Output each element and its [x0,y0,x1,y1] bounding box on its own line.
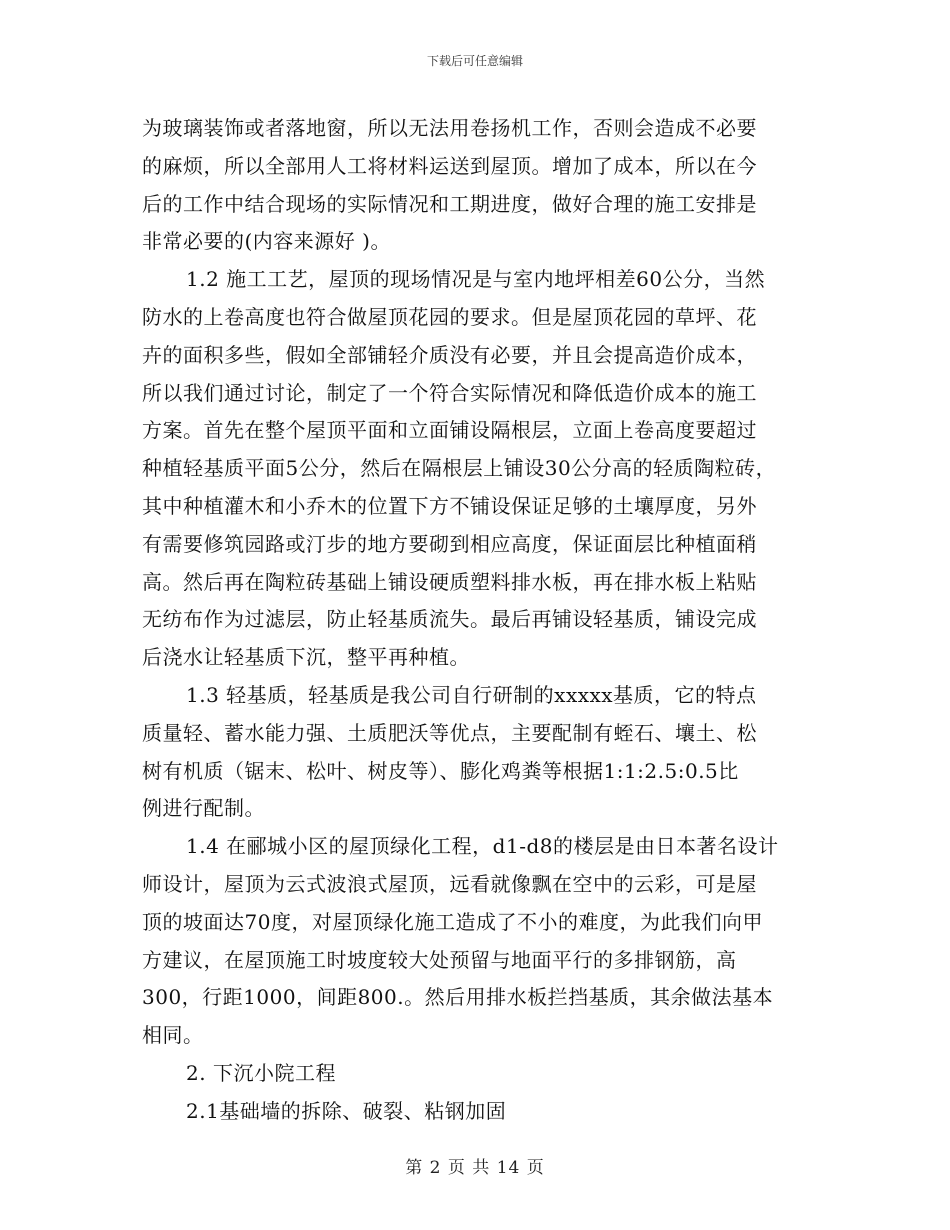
text-line: 树有机质（锯末、松叶、树皮等）、膨化鸡粪等根据1:1:2.5:0.5比 [142,758,739,783]
text-line: 师设计，屋顶为云式波浪式屋顶，远看就像飘在空中的云彩，可是屋 [142,871,757,896]
section-heading: 2. 下沉小院工程 [186,1060,336,1085]
text-line: 方建议，在屋顶施工时坡度较大处预留与地面平行的多排钢筋，高 [142,947,737,972]
text-line: 顶的坡面达70度，对屋顶绿化施工造成了不小的难度，为此我们向甲 [142,909,763,934]
text-line: 例进行配制。 [142,796,265,821]
text-line: 种植轻基质平面5公分，然后在隔根层上铺设30公分高的轻质陶粒砖， [142,456,777,481]
page-number: 第 2 页 共 14 页 [405,1158,545,1178]
text-line: 其中种植灌木和小乔木的位置下方不铺设保证足够的土壤厚度，另外 [142,493,757,518]
paragraph-start-line: 1.3 轻基质，轻基质是我公司自行研制的xxxxx基质，它的特点 [186,682,757,707]
text-line: 防水的上卷高度也符合做屋顶花园的要求。但是屋顶花园的草坪、花 [142,304,757,329]
text-line: 后的工作中结合现场的实际情况和工期进度，做好合理的施工安排是 [142,191,757,216]
text-line: 有需要修筑园路或汀步的地方要砌到相应高度，保证面层比种植面稍 [142,531,757,556]
text-line: 300，行距1000，间距800.。然后用排水板拦挡基质，其余做法基本 [142,985,774,1010]
text-line: 卉的面积多些，假如全部铺轻介质没有必要，并且会提高造价成本， [142,342,757,367]
text-line: 非常必要的(内容来源好 )。 [142,229,391,254]
text-line: 方案。首先在整个屋顶平面和立面铺设隔根层，立面上卷高度要超过 [142,418,757,443]
document-body [142,110,808,1131]
paragraph-start-line: 1.4 在郦城小区的屋顶绿化工程，d1-d8的楼层是由日本著名设计 [186,834,779,859]
text-line: 无纺布作为过滤层，防止轻基质流失。最后再铺设轻基质，铺设完成 [142,607,757,632]
text-line: 质量轻、蓄水能力强、土质肥沃等优点，主要配制有蛭石、壤土、松 [142,720,757,745]
text-line: 高。然后再在陶粒砖基础上铺设硬质塑料排水板，再在排水板上粘贴 [142,569,757,594]
text-line: 的麻烦，所以全部用人工将材料运送到屋顶。增加了成本，所以在今 [142,153,757,178]
subsection-heading: 2.1基础墙的拆除、破裂、粘钢加固 [186,1098,507,1123]
text-line: 所以我们通过讨论，制定了一个符合实际情况和降低造价成本的施工 [142,380,757,405]
page-header: 下载后可任意编辑 [426,54,523,68]
paragraph-start-line: 1.2 施工工艺，屋顶的现场情况是与室内地坪相差60公分，当然 [186,267,766,292]
text-line: 为玻璃装饰或者落地窗，所以无法用卷扬机工作，否则会造成不必要 [142,116,757,140]
text-line: 后浇水让轻基质下沉，整平再种植。 [142,645,470,670]
text-line: 相同。 [142,1023,204,1048]
